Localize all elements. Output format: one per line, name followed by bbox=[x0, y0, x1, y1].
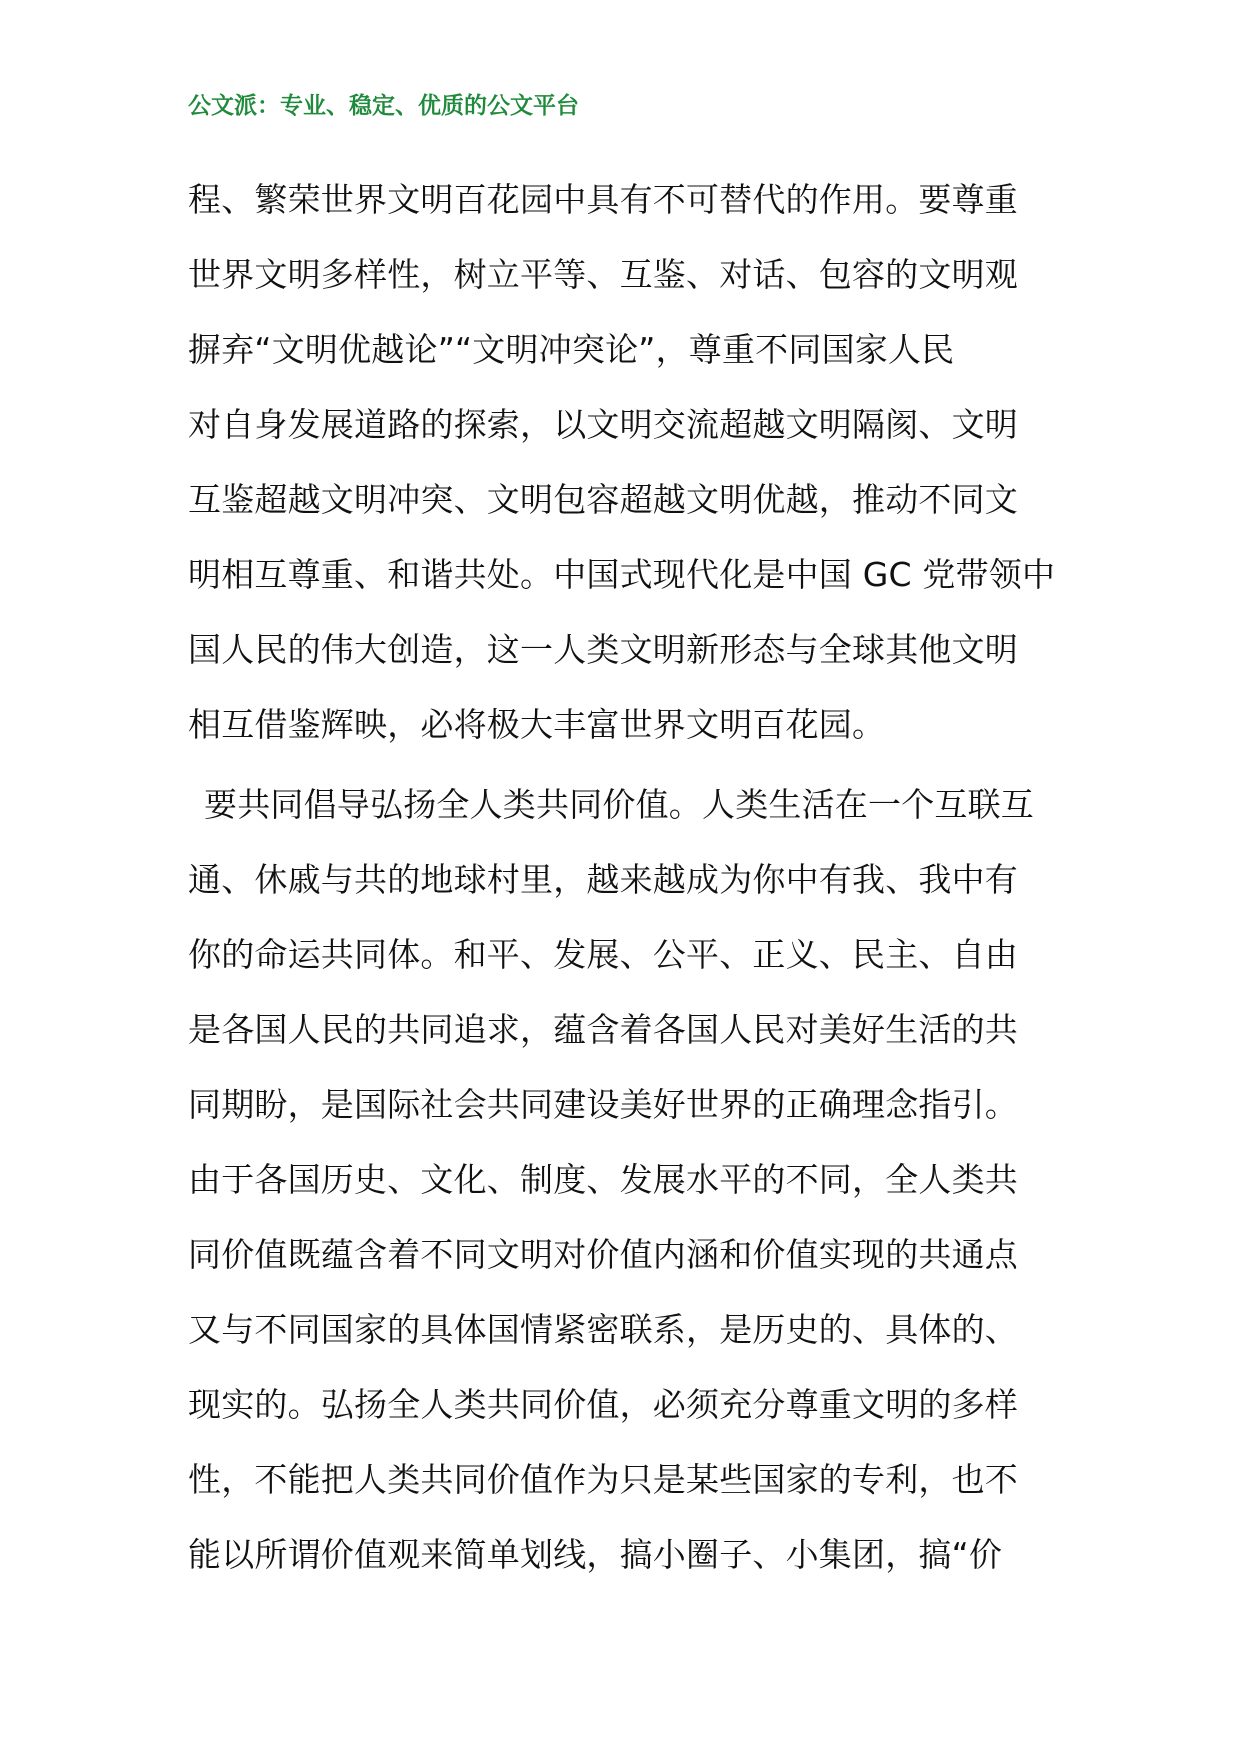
text-line: 你的命运共同体。和平、发展、公平、正义、民主、自由 bbox=[188, 935, 1018, 974]
text-line: 通、休戚与共的地球村里，越来越成为你中有我、我中有 bbox=[188, 860, 1018, 899]
page-header: 公文派：专业、稳定、优质的公文平台 bbox=[188, 92, 579, 119]
text-line: 摒弃“文明优越论”“文明冲突论”，尊重不同国家人民 bbox=[188, 330, 955, 369]
text-line: 明相互尊重、和谐共处。中国式现代化是中国 GC 党带领中 bbox=[188, 555, 1056, 594]
text-line: 相互借鉴辉映，必将极大丰富世界文明百花园。 bbox=[188, 705, 886, 744]
text-line: 现实的。弘扬全人类共同价值，必须充分尊重文明的多样 bbox=[188, 1385, 1018, 1424]
text-line: 要共同倡导弘扬全人类共同价值。人类生活在一个互联互 bbox=[204, 785, 1034, 824]
text-line: 同期盼，是国际社会共同建设美好世界的正确理念指引。 bbox=[188, 1085, 1018, 1124]
paragraph bbox=[188, 767, 1068, 1592]
text-line: 世界文明多样性，树立平等、互鉴、对话、包容的文明观 bbox=[188, 255, 1018, 294]
paragraph bbox=[188, 162, 1068, 762]
text-line: 国人民的伟大创造，这一人类文明新形态与全球其他文明 bbox=[188, 630, 1018, 669]
text-line: 程、繁荣世界文明百花园中具有不可替代的作用。要尊重 bbox=[188, 180, 1018, 219]
document-body bbox=[188, 162, 1068, 1592]
text-line: 同价值既蕴含着不同文明对价值内涵和价值实现的共通点 bbox=[188, 1235, 1018, 1274]
text-line: 能以所谓价值观来简单划线，搞小圈子、小集团，搞“价 bbox=[188, 1535, 1003, 1574]
text-line: 对自身发展道路的探索，以文明交流超越文明隔阂、文明 bbox=[188, 405, 1018, 444]
text-line: 又与不同国家的具体国情紧密联系，是历史的、具体的、 bbox=[188, 1310, 1018, 1349]
text-line: 是各国人民的共同追求，蕴含着各国人民对美好生活的共 bbox=[188, 1010, 1018, 1049]
text-line: 由于各国历史、文化、制度、发展水平的不同，全人类共 bbox=[188, 1160, 1018, 1199]
text-line: 互鉴超越文明冲突、文明包容超越文明优越，推动不同文 bbox=[188, 480, 1018, 519]
text-line: 性，不能把人类共同价值作为只是某些国家的专利，也不 bbox=[188, 1460, 1018, 1499]
